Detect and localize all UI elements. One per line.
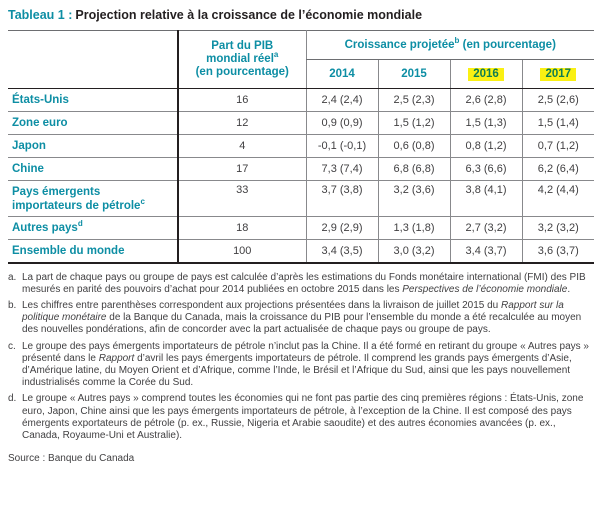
value-cell: 3,2 (3,2) <box>522 217 594 240</box>
value-cell: 6,8 (6,8) <box>378 158 450 181</box>
table-row-autres-pays <box>8 217 594 240</box>
value-cell: 6,3 (6,6) <box>450 158 522 181</box>
value-cell: 3,7 (3,8) <box>306 181 378 217</box>
value-cell: 0,9 (0,9) <box>306 112 378 135</box>
empty-header-cell <box>8 31 178 89</box>
value-cell: 2,5 (2,6) <box>522 89 594 112</box>
year-header-2017 <box>522 60 594 89</box>
footnote-d <box>8 393 596 442</box>
pib-header-line1: Part du PIB <box>211 40 274 52</box>
value-cell: 2,6 (2,8) <box>450 89 522 112</box>
footnote-ref-b: b <box>454 35 460 45</box>
footnote-marker: b. <box>8 299 17 311</box>
pib-share-header <box>178 31 306 89</box>
year-label: 2014 <box>329 67 355 80</box>
source-line: Source : Banque du Canada <box>8 453 135 465</box>
value-cell: 2,9 (2,9) <box>306 217 378 240</box>
row-label: Japon <box>8 135 178 158</box>
table-title-text: Projection relative à la croissance de l’économie mondiale <box>75 8 423 22</box>
value-cell: 6,2 (6,4) <box>522 158 594 181</box>
share-cell: 12 <box>178 112 306 135</box>
value-cell: 0,6 (0,8) <box>378 135 450 158</box>
year-header-2016 <box>450 60 522 89</box>
year-header-2014 <box>306 60 378 89</box>
row-label: Zone euro <box>8 112 178 135</box>
growth-header-suffix: (en pourcentage) <box>459 38 556 51</box>
footnote-marker: c. <box>8 340 16 352</box>
pib-header-line2: mondial réel <box>206 53 274 65</box>
footnote-ref-a: a <box>273 50 279 60</box>
value-cell: 3,6 (3,7) <box>522 240 594 263</box>
footnote-marker: d. <box>8 393 17 405</box>
row-label: Pays émergents importateurs de pétrole$^c$ <box>8 181 178 217</box>
growth-header-text: Croissance projetée <box>344 38 455 51</box>
footnote-text: Le groupe des pays émergents importateurs de pétrole n’inclut pas la Chine. Il a été formé en retirant du groupe « Autres pays » présenté dans le Rapport d’avril les pays émergents importateurs de pétrole. Il comprend les grands pays émergents d’Asie, d’Amérique latine, du Moyen Orient et d’Afrique, comme l’Inde, le Brésil et l’Afrique du Sud, ainsi que les pays nouvellement industrialisés comme la Corée du Sud. <box>22 340 589 389</box>
share-cell: 18 <box>178 217 306 240</box>
footnote-text: Les chiffres entre parenthèses correspondent aux projections présentées dans la livraison de juillet 2015 du Rapport sur la politique monétaire de la Banque du Canada, mais la croissance du PIB pour l’ensemble du monde a été recalculée au moyen des nouvelles pondérations, afin de concorder avec la part actualisée de chaque pays ou groupe de pays. <box>22 299 582 336</box>
share-cell: 33 <box>178 181 306 217</box>
footnote-text: Le groupe « Autres pays » comprend toutes les économies qui ne font pas partie des cinq premières régions : États-Unis, zone euro, Japon, Chine ainsi que les pays émergents importateurs de pétrole, à l’exception de la Chine. Il est composé des pays émergents exportateurs de pétrole (p. ex., Russie, Nigeria et Arabie saoudite) et des autres économies avancées (p. ex., Canada, Royaume-Uni et Australie). <box>22 393 584 441</box>
table-title-label: Tableau 1 : <box>8 8 73 22</box>
table-title <box>8 8 594 22</box>
row-label: Autres pays$^d$ <box>8 217 178 240</box>
value-cell: 2,4 (2,4) <box>306 89 378 112</box>
table-row-japon <box>8 135 594 158</box>
value-cell: 1,5 (1,3) <box>450 112 522 135</box>
value-cell: 7,3 (7,4) <box>306 158 378 181</box>
share-cell: 17 <box>178 158 306 181</box>
table-row-pays-emergents <box>8 181 594 217</box>
projection-table <box>8 30 594 264</box>
share-cell: 4 <box>178 135 306 158</box>
value-cell: 0,8 (1,2) <box>450 135 522 158</box>
row-label: Chine <box>8 158 178 181</box>
table-row-zone-euro <box>8 112 594 135</box>
growth-header <box>306 31 594 60</box>
footnote-ref-c: c <box>140 196 145 206</box>
table-row-ensemble-du-monde <box>8 240 594 263</box>
value-cell: 2,7 (3,2) <box>450 217 522 240</box>
year-label: 2015 <box>401 67 427 80</box>
footnote-text: La part de chaque pays ou groupe de pays est calculée d’après les estimations du Fonds monétaire international (FMI) des PIB mesurés en parité des pouvoirs d’achat pour 2014 publiées en octobre 2015 dans les Perspectives de l’économie mondiale. <box>22 271 586 295</box>
value-cell: 3,4 (3,5) <box>306 240 378 263</box>
value-cell: 3,4 (3,7) <box>450 240 522 263</box>
pib-header-line3: (en pourcentage) <box>195 66 289 78</box>
highlighted-year-label: 2017 <box>540 68 576 81</box>
footnote-c <box>8 341 596 390</box>
value-cell: 1,3 (1,8) <box>378 217 450 240</box>
footnotes-section <box>8 272 596 443</box>
value-cell: 2,5 (2,3) <box>378 89 450 112</box>
value-cell: 0,7 (1,2) <box>522 135 594 158</box>
footnote-marker: a. <box>8 271 17 283</box>
table-row-etats-unis <box>8 89 594 112</box>
footnote-a <box>8 272 596 296</box>
value-cell: 1,5 (1,2) <box>378 112 450 135</box>
value-cell: 4,2 (4,4) <box>522 181 594 217</box>
footnote-b <box>8 300 596 337</box>
value-cell: 1,5 (1,4) <box>522 112 594 135</box>
year-header-2015 <box>378 60 450 89</box>
share-cell: 16 <box>178 89 306 112</box>
share-cell: 100 <box>178 240 306 263</box>
row-label: États-Unis <box>8 89 178 112</box>
highlighted-year-label: 2016 <box>468 68 504 81</box>
footnote-ref-d: d <box>77 219 83 229</box>
table-row-chine <box>8 158 594 181</box>
value-cell: -0,1 (-0,1) <box>306 135 378 158</box>
value-cell: 3,8 (4,1) <box>450 181 522 217</box>
row-label: Ensemble du monde <box>12 244 125 257</box>
value-cell: 3,2 (3,6) <box>378 181 450 217</box>
value-cell: 3,0 (3,2) <box>378 240 450 263</box>
